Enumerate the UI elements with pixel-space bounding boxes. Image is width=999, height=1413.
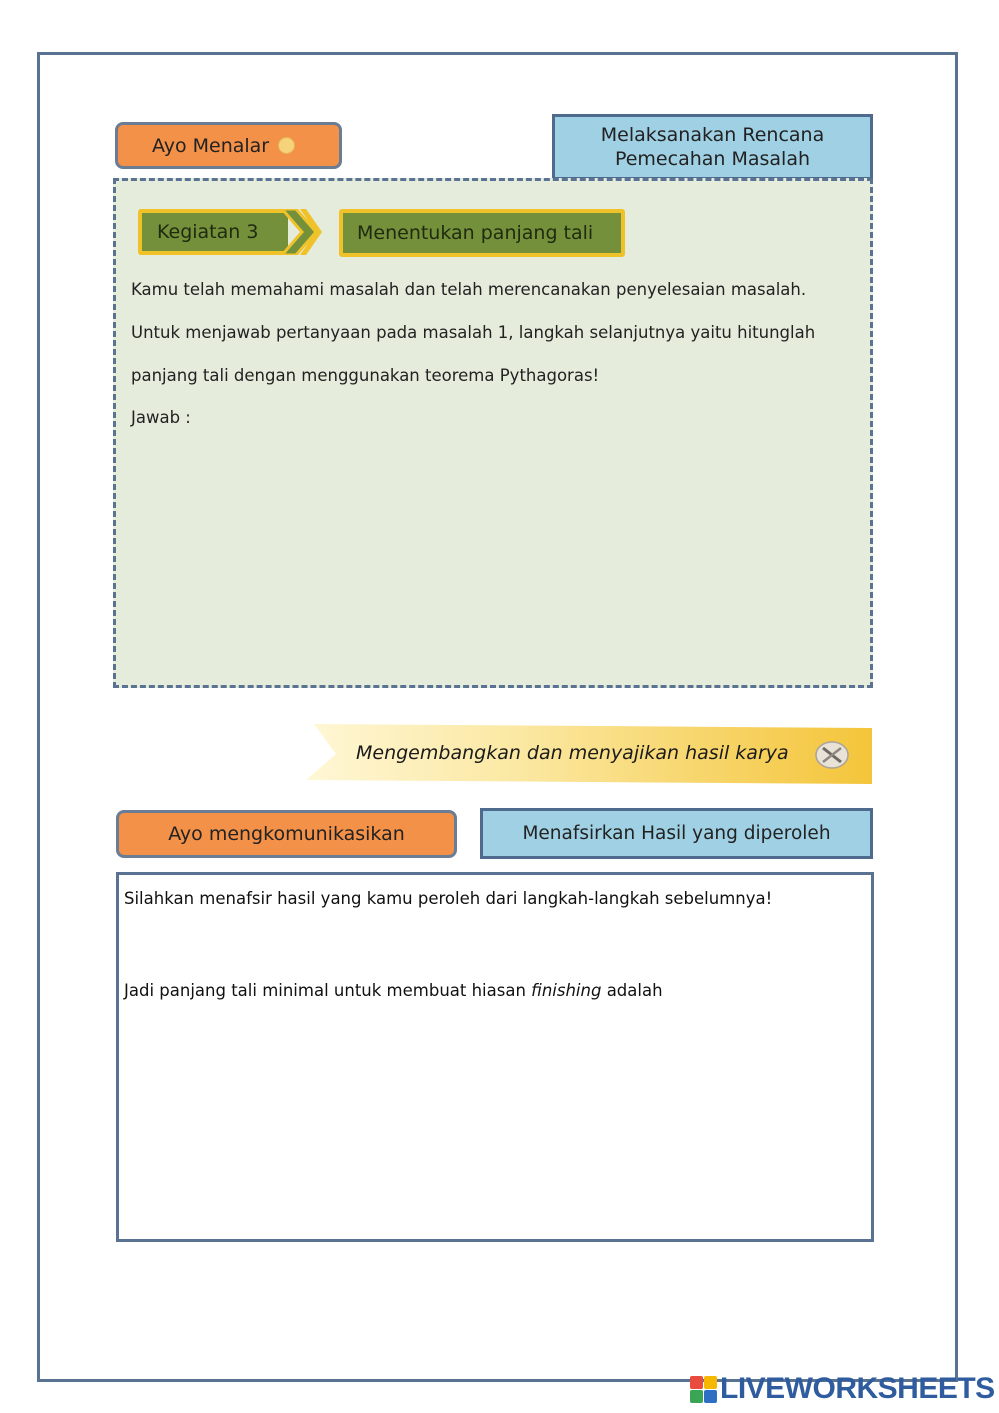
ayo-menalar-tab (115, 122, 342, 169)
liveworksheets-logo (690, 1372, 995, 1406)
step-title-tab (552, 114, 873, 180)
conclusion-text (124, 981, 663, 1000)
paragraph-line-2: Untuk menjawab pertanyaan pada masalah 1, langkah selanjutnya yaitu hitunglah (131, 323, 816, 342)
instruction-text: Silahkan menafsir hasil yang kamu peroleh dari langkah-langkah sebelumnya! (124, 889, 773, 908)
logo-badge (690, 1376, 717, 1403)
conclusion-italic: finishing (531, 981, 602, 1000)
paragraph-line-1: Kamu telah memahami masalah dan telah merencanakan penyelesaian masalah. (131, 280, 807, 299)
step-title-line2: Pemecahan Masalah (614, 148, 811, 170)
kegiatan-tag (138, 209, 288, 255)
ribbon-text: Mengembangkan dan menyajikan hasil karya (356, 742, 789, 764)
ribbon-banner (306, 724, 872, 784)
answer-box[interactable] (116, 872, 874, 1242)
jawab-label: Jawab : (131, 408, 191, 427)
paragraph-line-3: panjang tali dengan menggunakan teorema Pythagoras! (131, 366, 600, 385)
ayo-menalar-label: Ayo Menalar (152, 134, 270, 157)
kegiatan-title: Menentukan panjang tali (357, 222, 594, 244)
ayo-mengkomunikasikan-tab (116, 810, 457, 858)
interpret-step-tab (480, 808, 873, 859)
kegiatan-title-tag (339, 209, 625, 257)
chevron-arrow-icon (282, 209, 322, 255)
kegiatan-label: Kegiatan 3 (157, 221, 259, 243)
ayo-mengkomunikasikan-label: Ayo mengkomunikasikan (168, 823, 405, 845)
lightbulb-icon (278, 137, 295, 154)
conclusion-prefix: Jadi panjang tali minimal untuk membuat hiasan (124, 981, 532, 1000)
logo-text: LIVEWORKSHEETS (720, 1372, 995, 1405)
step-title-line1: Melaksanakan Rencana (600, 124, 825, 146)
interpret-step-title: Menafsirkan Hasil yang diperoleh (522, 823, 831, 844)
conclusion-suffix: adalah (601, 981, 663, 1000)
tools-icon (814, 739, 850, 771)
